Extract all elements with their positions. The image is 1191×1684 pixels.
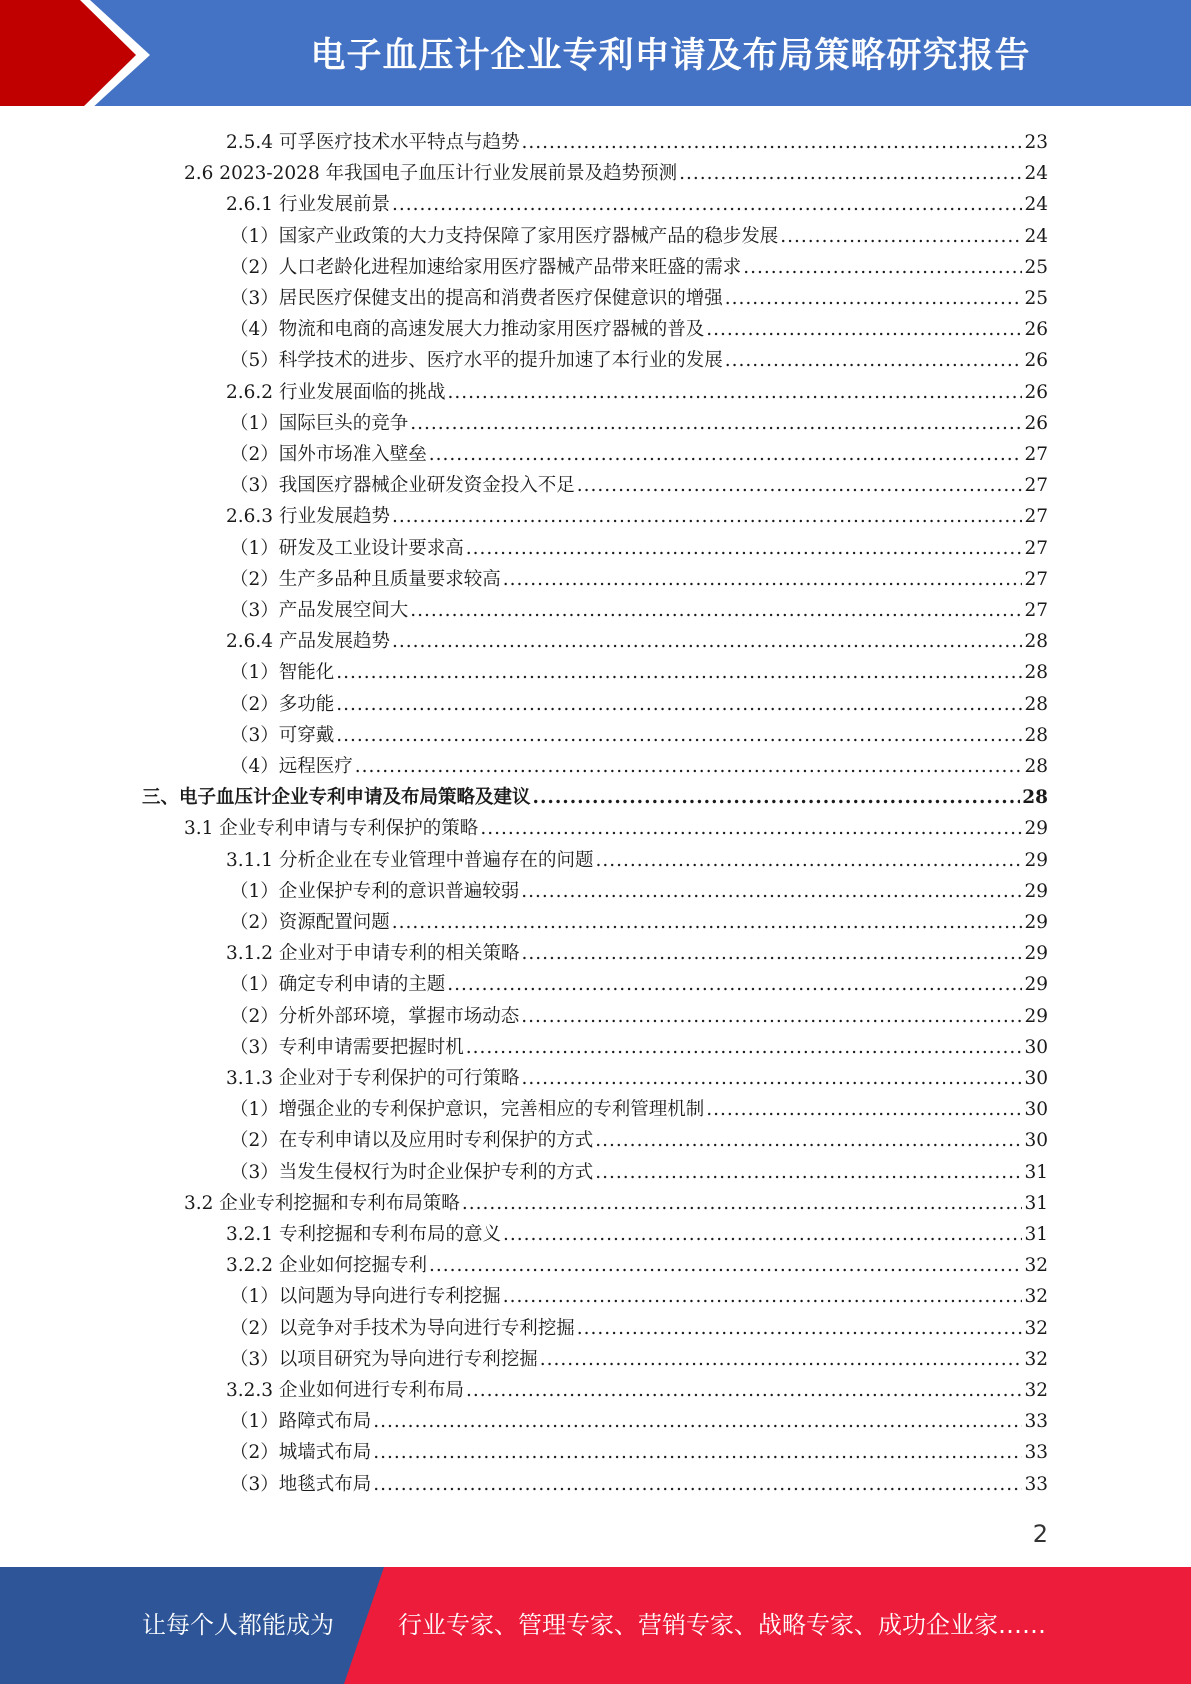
toc-entry[interactable] [230,1157,1048,1188]
toc-entry-page: 27 [1024,444,1048,465]
toc-dot-leader [521,938,1022,969]
toc-entry[interactable] [230,1313,1048,1344]
toc-entry-title: （3）专利申请需要把握时机 [230,1036,464,1058]
toc-entry[interactable] [230,314,1048,345]
toc-entry-page: 31 [1024,1192,1048,1214]
toc-entry-page: 26 [1024,381,1048,403]
toc-entry-page: 29 [1024,974,1048,996]
toc-entry-page: 33 [1024,1473,1048,1495]
toc-entry[interactable] [230,408,1048,439]
toc-entry-title: （3）居民医疗保健支出的提高和消费者医疗保健意识的增强 [230,288,723,309]
toc-entry-page: 28 [1024,631,1048,653]
toc-dot-leader [466,1375,1022,1406]
toc-entry-title: 三、电子血压计企业专利申请及布局策略及建议 [142,787,531,809]
toc-dot-leader [336,720,1022,751]
toc-entry[interactable] [226,189,1048,220]
toc-entry-page: 25 [1024,256,1048,278]
toc-entry-page: 29 [1024,912,1048,933]
toc-dot-leader [480,813,1022,844]
toc-entry[interactable] [230,907,1048,938]
toc-dot-leader [595,845,1022,876]
toc-dot-leader [743,252,1022,283]
toc-entry-title: （2）多功能 [230,693,335,715]
toc-entry[interactable] [230,1094,1048,1125]
toc-entry[interactable] [230,1437,1048,1468]
toc-entry[interactable] [226,501,1048,532]
toc-dot-leader [373,1469,1022,1500]
toc-entry-page: 30 [1024,1130,1048,1152]
toc-entry[interactable] [230,345,1048,376]
toc-dot-leader [521,1001,1022,1032]
toc-entry-page: 29 [1024,880,1048,902]
toc-entry-page: 27 [1024,600,1048,621]
toc-entry-title: （3）产品发展空间大 [230,600,409,621]
toc-entry[interactable] [230,470,1048,501]
toc-entry-title: （2）国外市场准入壁垒 [230,444,427,465]
toc-entry[interactable] [230,1406,1048,1437]
toc-entry-page: 30 [1024,1068,1048,1089]
toc-dot-leader [521,127,1022,158]
toc-entry-page: 31 [1024,1161,1048,1183]
toc-dot-leader [503,564,1023,595]
toc-entry-title: （3）我国医疗器械企业研发资金投入不足 [230,475,575,497]
toc-entry-title: 3.2.2 企业如何挖掘专利 [226,1255,427,1277]
toc-entry-page: 24 [1024,194,1048,216]
toc-entry-page: 30 [1024,1099,1048,1121]
toc-entry[interactable] [230,439,1048,470]
toc-entry-page: 29 [1024,943,1048,965]
toc-entry[interactable] [226,1375,1048,1406]
toc-entry[interactable] [230,1125,1048,1156]
toc-entry[interactable] [184,158,1048,189]
toc-entry-title: （3）以项目研究为导向进行专利挖掘 [230,1348,538,1370]
toc-entry-title: 3.2.3 企业如何进行专利布局 [226,1380,464,1401]
toc-dot-leader [447,969,1022,1000]
toc-dot-leader [355,751,1023,782]
toc-dot-leader [373,1406,1022,1437]
toc-entry[interactable] [230,1281,1048,1312]
toc-entry-title: 3.2.1 专利挖掘和专利布局的意义 [226,1224,501,1245]
toc-entry[interactable] [230,1344,1048,1375]
toc-entry-title: （1）增强企业的专利保护意识，完善相应的专利管理机制 [230,1099,705,1121]
report-header [0,0,1191,110]
toc-entry-title: （2）资源配置问题 [230,912,390,933]
toc-dot-leader [577,1313,1023,1344]
toc-entry-title: （2）生产多品种且质量要求较高 [230,568,501,590]
toc-entry-page: 29 [1024,1005,1048,1027]
toc-dot-leader [447,377,1022,408]
header-bottom-line [0,106,1191,110]
toc-entry[interactable] [230,1001,1048,1032]
toc-entry[interactable] [230,751,1048,782]
toc-entry-title: 2.6.2 行业发展面临的挑战 [226,381,446,403]
toc-entry[interactable] [230,283,1048,314]
toc-entry[interactable] [230,689,1048,720]
toc-entry-page: 26 [1024,412,1048,434]
toc-entry-title: 2.6.4 产品发展趋势 [226,631,390,653]
toc-entry-page: 29 [1024,849,1048,871]
footer-slogan-right: 行业专家、管理专家、营销专家、战略专家、成功企业家…… [398,1611,1046,1639]
toc-dot-leader [706,1094,1022,1125]
toc-entry-page: 28 [1022,787,1048,809]
toc-entry-title: 2.6.1 行业发展前景 [226,194,390,216]
toc-entry-title: （4）远程医疗 [230,756,353,777]
toc-entry[interactable] [230,595,1048,626]
toc-entry-title: 2.5.4 可孚医疗技术水平特点与趋势 [226,132,520,153]
toc-dot-leader [540,1344,1023,1375]
toc-entry[interactable] [226,626,1048,657]
toc-entry[interactable] [184,1188,1048,1219]
toc-dot-leader [521,1063,1022,1094]
toc-entry-page: 33 [1024,1411,1048,1433]
toc-entry-page: 24 [1024,225,1048,247]
toc-entry-page: 28 [1024,693,1048,715]
toc-entry-title: 3.1.2 企业对于申请专利的相关策略 [226,943,520,965]
toc-entry-title: （1）国际巨头的竞争 [230,412,409,434]
toc-entry[interactable] [226,1250,1048,1281]
toc-entry-title: 3.1.3 企业对于专利保护的可行策略 [226,1068,520,1089]
toc-entry[interactable] [230,657,1048,688]
toc-entry-page: 32 [1024,1317,1048,1339]
toc-entry-title: （3）可穿戴 [230,724,335,746]
toc-entry-page: 29 [1024,818,1048,840]
toc-entry-page: 28 [1024,756,1048,777]
toc-entry-title: （2）以竞争对手技术为导向进行专利挖掘 [230,1317,575,1339]
toc-entry[interactable] [226,845,1048,876]
toc-dot-leader [466,1032,1023,1063]
toc-dot-leader [725,345,1023,376]
toc-entry-title: （3）地毯式布局 [230,1473,372,1495]
toc-dot-leader [521,876,1022,907]
toc-entry[interactable] [230,1469,1048,1500]
toc-dot-leader [392,907,1023,938]
toc-entry-page: 26 [1024,350,1048,372]
toc-entry[interactable] [230,564,1048,595]
toc-dot-leader [725,283,1023,314]
toc-entry-page: 31 [1024,1224,1048,1245]
toc-dot-leader [679,158,1022,189]
toc-entry-title: （2）城墙式布局 [230,1442,372,1464]
toc-dot-leader [466,533,1023,564]
toc-entry[interactable] [226,938,1048,969]
toc-entry[interactable] [230,252,1048,283]
toc-entry[interactable] [230,720,1048,751]
toc-entry-title: （5）科学技术的进步、医疗水平的提升加速了本行业的发展 [230,350,723,372]
toc-entry[interactable] [226,1063,1048,1094]
toc-entry-title: （1）研发及工业设计要求高 [230,537,464,559]
toc-dot-leader [503,1281,1023,1312]
toc-entry-page: 27 [1024,506,1048,528]
toc-entry-title: 2.6.3 行业发展趋势 [226,506,390,528]
toc-dot-leader [595,1157,1022,1188]
toc-entry-page: 32 [1024,1380,1048,1401]
toc-entry-title: （2）分析外部环境，掌握市场动态 [230,1005,520,1027]
toc-entry[interactable] [230,876,1048,907]
toc-dot-leader [577,470,1023,501]
toc-dot-leader [373,1437,1022,1468]
toc-entry-title: （2）人口老龄化进程加速给家用医疗器械产品带来旺盛的需求 [230,256,742,278]
report-title: 电子血压计企业专利申请及布局策略研究报告 [310,36,1031,76]
toc-entry-title: 2.6 2023-2028 年我国电子血压计行业发展前景及趋势预测 [184,163,678,185]
toc-entry[interactable] [230,969,1048,1000]
toc-dot-leader [336,689,1022,720]
toc-dot-leader [429,439,1023,470]
toc-entry-page: 28 [1024,662,1048,684]
toc-entry[interactable] [230,533,1048,564]
toc-entry-title: （4）物流和电商的高速发展大力推动家用医疗器械的普及 [230,319,705,341]
toc-dot-leader [392,189,1022,220]
toc-entry-page: 27 [1024,537,1048,559]
toc-entry[interactable] [226,127,1048,158]
toc-entry-title: （1）确定专利申请的主题 [230,974,446,996]
toc-entry-page: 26 [1024,319,1048,341]
report-footer [0,1567,1191,1684]
toc-entry-page: 32 [1024,1255,1048,1277]
toc-entry-page: 23 [1024,132,1048,153]
toc-entry-title: 3.1 企业专利申请与专利保护的策略 [184,818,479,840]
toc-dot-leader [503,1219,1022,1250]
toc-dot-leader [462,1188,1023,1219]
toc-dot-leader [780,221,1022,252]
toc-entry-title: （1）智能化 [230,662,335,684]
toc-entry-title: （1）企业保护专利的意识普遍较弱 [230,880,520,902]
toc-entry-title: （1）以问题为导向进行专利挖掘 [230,1286,501,1308]
toc-dot-leader [392,626,1022,657]
toc-entry-page: 27 [1024,475,1048,497]
toc-entry-title: （1）路障式布局 [230,1411,372,1433]
toc-entry-page: 32 [1024,1348,1048,1370]
toc-entry-title: 3.2 企业专利挖掘和专利布局策略 [184,1192,460,1214]
toc-entry-page: 33 [1024,1442,1048,1464]
toc-entry[interactable] [142,782,1048,813]
toc-entry[interactable] [226,377,1048,408]
toc-dot-leader [392,501,1022,532]
toc-dot-leader [706,314,1022,345]
toc-dot-leader [410,595,1022,626]
toc-dot-leader [429,1250,1022,1281]
toc-dot-leader [533,782,1021,813]
toc-dot-leader [595,1125,1022,1156]
toc-entry-page: 25 [1024,288,1048,309]
toc-entry-page: 28 [1024,724,1048,746]
toc-entry[interactable] [230,221,1048,252]
toc-entry[interactable] [230,1032,1048,1063]
toc-entry[interactable] [226,1219,1048,1250]
footer-slogan-left: 让每个人都能成为 [142,1611,334,1639]
page-number: 2 [1032,1520,1048,1548]
toc-entry-page: 32 [1024,1286,1048,1308]
toc-entry-page: 24 [1024,163,1048,185]
toc-entry-title: （3）当发生侵权行为时企业保护专利的方式 [230,1161,594,1183]
toc-entry[interactable] [184,813,1048,844]
toc-entry-title: 3.1.1 分析企业在专业管理中普遍存在的问题 [226,849,594,871]
toc-dot-leader [336,657,1022,688]
toc-dot-leader [410,408,1022,439]
toc-entry-page: 27 [1024,568,1048,590]
toc-entry-title: （2）在专利申请以及应用时专利保护的方式 [230,1130,594,1152]
toc-entry-page: 30 [1024,1036,1048,1058]
toc-entry-title: （1）国家产业政策的大力支持保障了家用医疗器械产品的稳步发展 [230,225,779,247]
